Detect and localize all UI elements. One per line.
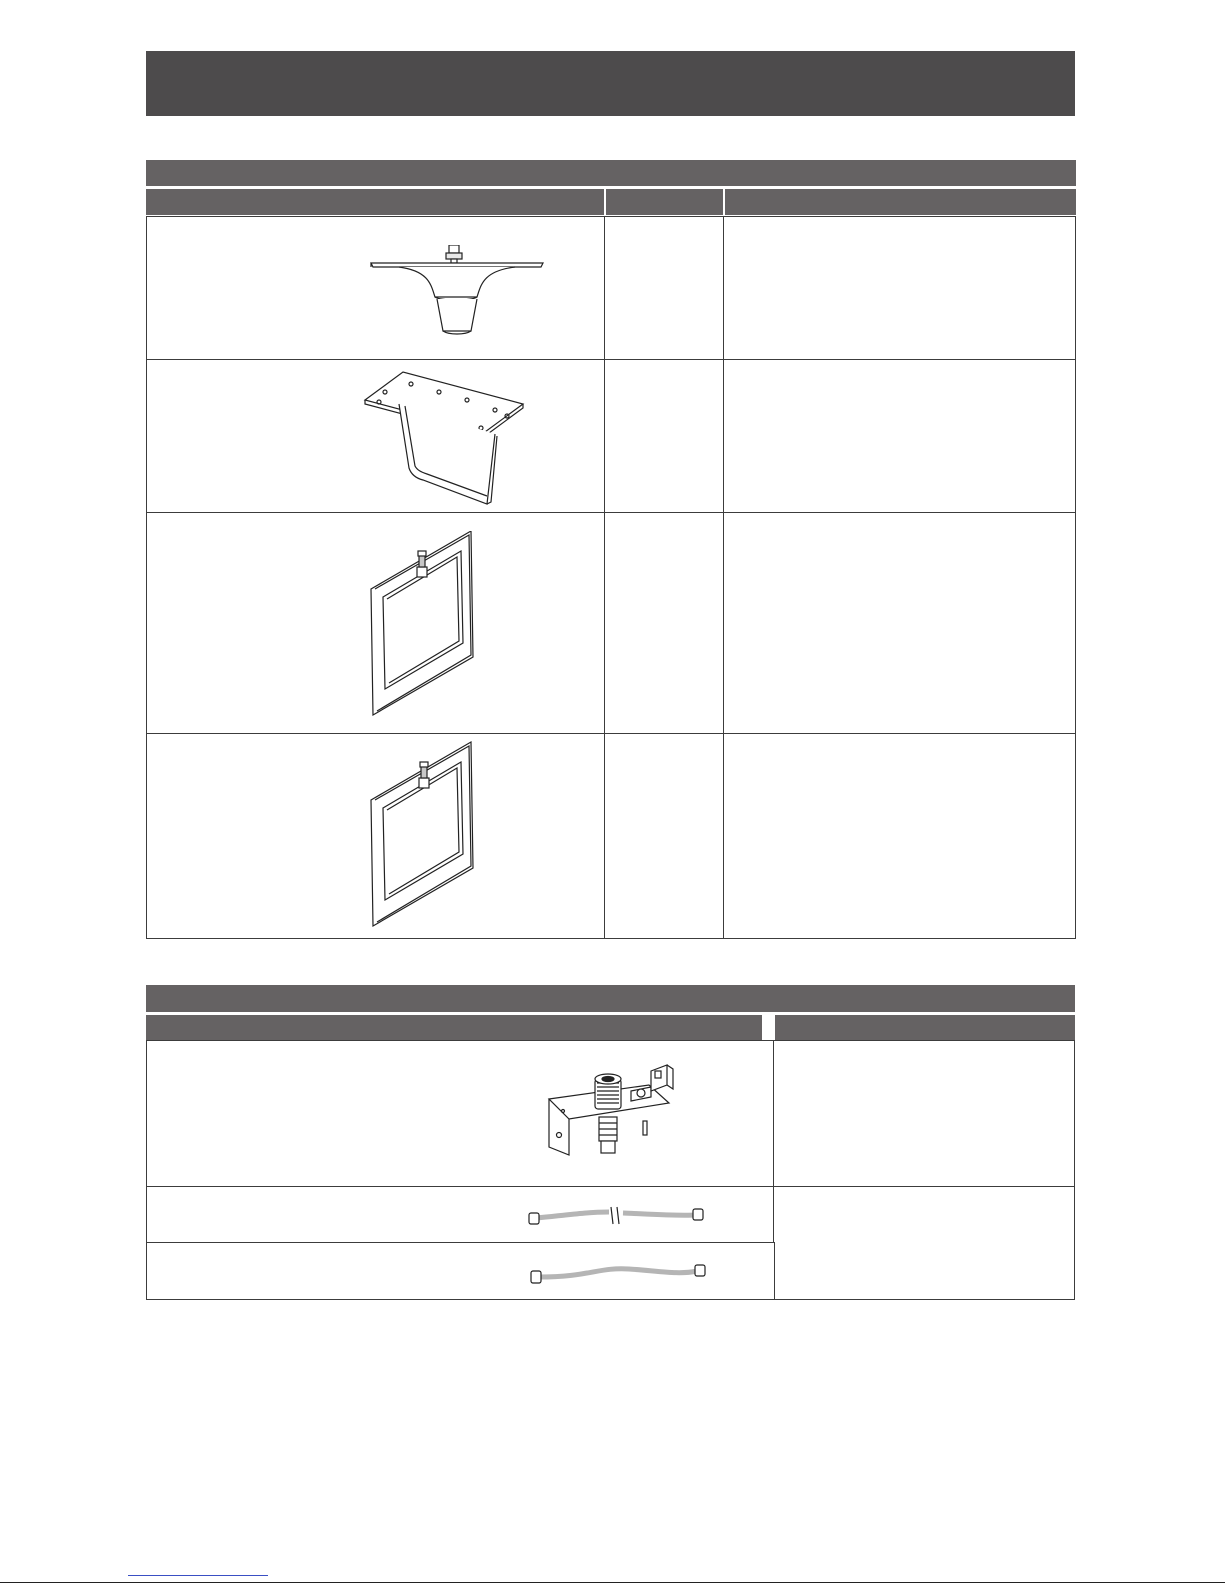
section-1-heading-bar	[146, 160, 1076, 186]
section-2-column-header-item	[146, 1015, 762, 1041]
table-row-b-item-cell	[146, 1186, 775, 1244]
table-row-4-description-cell	[723, 733, 1076, 939]
table-row-2-qty-cell	[604, 359, 725, 514]
section-1-column-header-description	[725, 189, 1076, 215]
ceiling-dome-antenna-icon	[369, 245, 549, 343]
short-coax-cable-icon	[529, 1261, 709, 1285]
table-row-2-description-cell	[723, 359, 1076, 514]
table-row-4-item-cell	[146, 733, 606, 939]
section-2-heading-bar	[146, 985, 1075, 1012]
table-row-1-description-cell	[723, 216, 1076, 361]
section-1-column-header-qty	[606, 189, 723, 215]
section-2-column-header-description	[775, 1015, 1075, 1041]
table-row-3-item-cell	[146, 512, 606, 735]
table-row-1-item-cell	[146, 216, 606, 361]
panel-antenna-icon	[369, 740, 479, 930]
table-row-bc-description-cell	[773, 1186, 1075, 1300]
table-row-a-item-cell	[146, 1040, 775, 1187]
table-row-3-qty-cell	[604, 512, 725, 735]
table-row-c-item-cell	[146, 1242, 775, 1300]
table-row-1-qty-cell	[604, 216, 725, 361]
lightning-surge-protector-icon	[539, 1051, 709, 1163]
table-row-3-description-cell	[723, 512, 1076, 735]
mounting-bracket-icon	[363, 370, 528, 505]
table-row-a-description-cell	[773, 1040, 1075, 1187]
page-bottom-rule	[0, 1582, 1225, 1583]
page-title-bar	[146, 51, 1075, 116]
footer-link-underline[interactable]	[128, 1575, 268, 1576]
section-1-column-header-item	[146, 189, 604, 215]
long-coax-cable-icon	[527, 1205, 707, 1227]
panel-antenna-icon	[369, 531, 479, 717]
table-row-2-item-cell	[146, 359, 606, 514]
table-row-4-qty-cell	[604, 733, 725, 939]
